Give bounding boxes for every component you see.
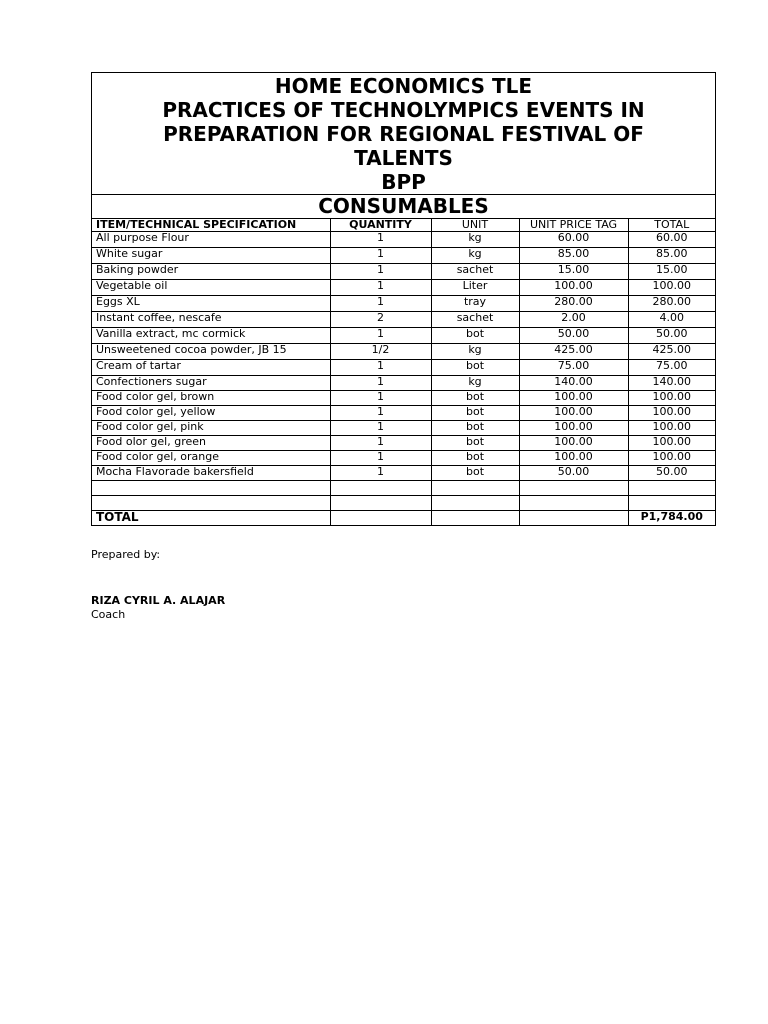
unit-price-cell: 140.00 — [519, 376, 628, 391]
item-cell: Food color gel, orange — [92, 451, 330, 466]
total-cell: 425.00 — [628, 344, 715, 360]
unit-price-cell: 75.00 — [519, 360, 628, 376]
consumables-sheet — [91, 72, 716, 526]
total-cell: 50.00 — [628, 466, 715, 481]
quantity-cell: 2 — [330, 312, 431, 328]
item-cell: Eggs XL — [92, 296, 330, 312]
unit-cell: bot — [431, 421, 519, 436]
item-cell: White sugar — [92, 248, 330, 264]
table-row — [92, 391, 715, 406]
blank-row — [92, 481, 715, 496]
unit-price-cell: 100.00 — [519, 436, 628, 451]
table-row — [92, 451, 715, 466]
unit-price-cell: 50.00 — [519, 328, 628, 344]
title-line-5: BPP — [381, 170, 426, 194]
unit-cell: bot — [431, 451, 519, 466]
item-cell: Mocha Flavorade bakersfield — [92, 466, 330, 481]
signer-name: RIZA CYRIL A. ALAJAR — [91, 594, 226, 607]
unit-price-cell: 280.00 — [519, 296, 628, 312]
unit-cell: sachet — [431, 264, 519, 280]
unit-price-cell: 425.00 — [519, 344, 628, 360]
header-unit: UNIT — [431, 219, 519, 232]
total-cell: 100.00 — [628, 451, 715, 466]
unit-cell: kg — [431, 232, 519, 248]
section-title: CONSUMABLES — [92, 195, 715, 219]
table-row — [92, 344, 715, 360]
unit-cell: bot — [431, 391, 519, 406]
item-cell: Instant coffee, nescafe — [92, 312, 330, 328]
unit-cell: bot — [431, 328, 519, 344]
total-cell: 100.00 — [628, 280, 715, 296]
quantity-cell: 1 — [330, 466, 431, 481]
unit-price-cell: 100.00 — [519, 421, 628, 436]
total-cell: 85.00 — [628, 248, 715, 264]
total-cell: 4.00 — [628, 312, 715, 328]
unit-price-cell: 85.00 — [519, 248, 628, 264]
quantity-cell: 1 — [330, 280, 431, 296]
quantity-cell: 1/2 — [330, 344, 431, 360]
title-line-2: PRACTICES OF TECHNOLYMPICS EVENTS IN — [162, 98, 645, 122]
table-row — [92, 421, 715, 436]
grand-total: P1,784.00 — [628, 511, 715, 526]
unit-price-cell: 2.00 — [519, 312, 628, 328]
quantity-cell: 1 — [330, 436, 431, 451]
total-cell: 100.00 — [628, 391, 715, 406]
unit-cell: Liter — [431, 280, 519, 296]
table-row — [92, 232, 715, 248]
total-cell: 100.00 — [628, 436, 715, 451]
unit-cell: bot — [431, 360, 519, 376]
item-cell: Vegetable oil — [92, 280, 330, 296]
total-cell: 280.00 — [628, 296, 715, 312]
quantity-cell: 1 — [330, 248, 431, 264]
blank-row — [92, 496, 715, 511]
table-row — [92, 376, 715, 391]
unit-cell: tray — [431, 296, 519, 312]
unit-cell: kg — [431, 344, 519, 360]
total-row — [92, 511, 715, 526]
quantity-cell: 1 — [330, 360, 431, 376]
item-cell: Confectioners sugar — [92, 376, 330, 391]
quantity-cell: 1 — [330, 421, 431, 436]
title-line-1: HOME ECONOMICS TLE — [274, 74, 533, 98]
title-block — [92, 73, 715, 195]
table-header-row — [92, 219, 715, 232]
header-item: ITEM/TECHNICAL SPECIFICATION — [92, 219, 330, 232]
quantity-cell: 1 — [330, 328, 431, 344]
unit-price-cell: 100.00 — [519, 451, 628, 466]
signer-role: Coach — [91, 608, 126, 621]
table-row — [92, 248, 715, 264]
total-cell: 100.00 — [628, 406, 715, 421]
unit-price-cell: 50.00 — [519, 466, 628, 481]
item-cell: Baking powder — [92, 264, 330, 280]
unit-cell: sachet — [431, 312, 519, 328]
item-cell: Cream of tartar — [92, 360, 330, 376]
prepared-by-label: Prepared by: — [91, 548, 161, 561]
total-cell: 60.00 — [628, 232, 715, 248]
unit-price-cell: 100.00 — [519, 406, 628, 421]
total-cell: 140.00 — [628, 376, 715, 391]
total-cell: 15.00 — [628, 264, 715, 280]
table-row — [92, 328, 715, 344]
quantity-cell: 1 — [330, 406, 431, 421]
table-row — [92, 436, 715, 451]
item-cell: Food color gel, brown — [92, 391, 330, 406]
quantity-cell: 1 — [330, 376, 431, 391]
unit-cell: bot — [431, 406, 519, 421]
unit-price-cell: 100.00 — [519, 391, 628, 406]
total-cell: 50.00 — [628, 328, 715, 344]
item-cell: All purpose Flour — [92, 232, 330, 248]
quantity-cell: 1 — [330, 296, 431, 312]
item-cell: Unsweetened cocoa powder, JB 15 — [92, 344, 330, 360]
item-cell: Food color gel, pink — [92, 421, 330, 436]
quantity-cell: 1 — [330, 264, 431, 280]
consumables-table — [92, 219, 715, 525]
unit-price-cell: 60.00 — [519, 232, 628, 248]
title-line-3: PREPARATION FOR REGIONAL FESTIVAL OF — [163, 122, 644, 146]
table-row — [92, 280, 715, 296]
header-total: TOTAL — [628, 219, 715, 232]
table-row — [92, 360, 715, 376]
total-label: TOTAL — [92, 511, 330, 526]
table-row — [92, 312, 715, 328]
unit-cell: bot — [431, 466, 519, 481]
title-line-4: TALENTS — [354, 146, 453, 170]
table-row — [92, 296, 715, 312]
item-cell: Vanilla extract, mc cormick — [92, 328, 330, 344]
item-cell: Food color gel, yellow — [92, 406, 330, 421]
quantity-cell: 1 — [330, 232, 431, 248]
unit-cell: kg — [431, 376, 519, 391]
unit-cell: kg — [431, 248, 519, 264]
header-quantity: QUANTITY — [330, 219, 431, 232]
header-unit-price: UNIT PRICE TAG — [519, 219, 628, 232]
table-row — [92, 406, 715, 421]
item-cell: Food olor gel, green — [92, 436, 330, 451]
table-row — [92, 264, 715, 280]
table-row — [92, 466, 715, 481]
total-cell: 75.00 — [628, 360, 715, 376]
unit-price-cell: 15.00 — [519, 264, 628, 280]
unit-price-cell: 100.00 — [519, 280, 628, 296]
quantity-cell: 1 — [330, 391, 431, 406]
unit-cell: bot — [431, 436, 519, 451]
quantity-cell: 1 — [330, 451, 431, 466]
total-cell: 100.00 — [628, 421, 715, 436]
